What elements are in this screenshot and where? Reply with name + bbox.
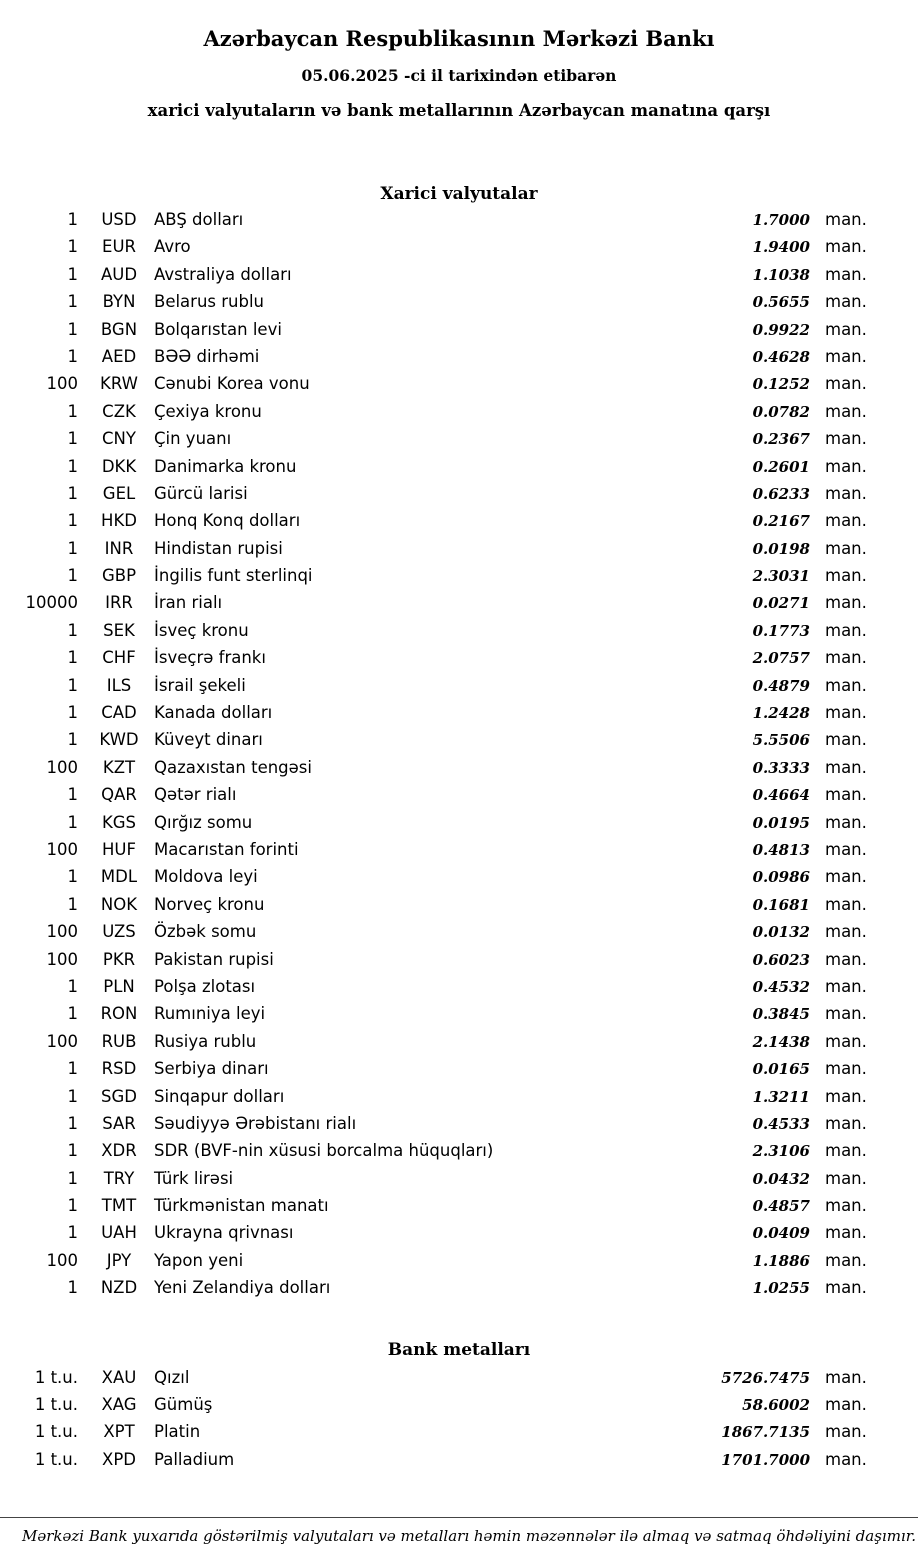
- quantity-cell: 1: [67, 566, 78, 586]
- quantity-cell: 1: [67, 292, 78, 312]
- currency-name-cell: Cənubi Korea vonu: [154, 374, 310, 394]
- currency-name-cell: Çin yuanı: [154, 429, 232, 449]
- currency-code-cell: CNY: [102, 429, 136, 449]
- disclaimer-footer: [0, 1517, 918, 1559]
- currency-code-cell: XDR: [101, 1141, 137, 1161]
- currencies-section-title: Xarici valyutalar: [380, 184, 538, 204]
- rate-value-cell: 0.4532: [752, 977, 810, 996]
- rate-value-cell: 0.3333: [752, 758, 810, 777]
- rate-value-cell: 0.2167: [752, 512, 810, 531]
- quantity-cell: 1: [67, 456, 78, 476]
- table-row: [20, 977, 872, 1004]
- table-row: [20, 566, 872, 593]
- table-row: [20, 867, 872, 894]
- unit-suffix-cell: man.: [825, 1395, 867, 1415]
- unit-suffix-cell: man.: [825, 949, 867, 969]
- currency-name-cell: Danimarka kronu: [154, 456, 297, 476]
- quantity-cell: 100: [46, 839, 78, 859]
- rate-value-cell: 5.5506: [752, 731, 810, 750]
- currency-code-cell: XAG: [101, 1395, 137, 1415]
- currency-name-cell: Avstraliya dolları: [154, 264, 292, 284]
- quantity-cell: 1 t.u.: [34, 1449, 78, 1469]
- currency-code-cell: USD: [101, 210, 137, 229]
- currency-code-cell: HUF: [102, 839, 136, 859]
- unit-suffix-cell: man.: [825, 894, 867, 914]
- rate-value-cell: 0.0198: [752, 539, 810, 558]
- quantity-cell: 1: [67, 401, 78, 421]
- quantity-cell: 100: [46, 374, 78, 394]
- currency-name-cell: Yapon yeni: [154, 1250, 244, 1270]
- quantity-cell: 1: [67, 264, 78, 284]
- quantity-cell: 1: [67, 1196, 78, 1216]
- quantity-cell: 1 t.u.: [34, 1367, 78, 1387]
- rate-value-cell: 0.4628: [752, 347, 810, 366]
- currency-name-cell: Yeni Zelandiya dolları: [154, 1278, 331, 1298]
- currency-rows: [0, 210, 918, 1306]
- currency-name-cell: Platin: [154, 1422, 201, 1442]
- quantity-cell: 1: [67, 1004, 78, 1024]
- unit-suffix-cell: man.: [825, 1278, 867, 1298]
- currency-code-cell: RSD: [101, 1059, 137, 1079]
- unit-suffix-cell: man.: [825, 264, 867, 284]
- unit-suffix-cell: man.: [825, 757, 867, 777]
- unit-suffix-cell: man.: [825, 976, 867, 996]
- unit-suffix-cell: man.: [825, 785, 867, 805]
- table-row: [20, 1196, 872, 1223]
- currency-code-cell: SAR: [102, 1113, 136, 1133]
- quantity-cell: 1: [67, 703, 78, 723]
- currency-code-cell: HKD: [101, 511, 137, 531]
- quantity-cell: 1: [67, 210, 78, 229]
- quantity-cell: 1: [67, 429, 78, 449]
- quantity-cell: 100: [46, 949, 78, 969]
- table-row: [20, 457, 872, 484]
- table-row: [20, 730, 872, 757]
- table-row: [20, 1422, 872, 1449]
- currency-name-cell: Macarıstan forinti: [154, 839, 299, 859]
- rate-value-cell: 1701.7000: [721, 1450, 810, 1469]
- rate-value-cell: 1.7000: [752, 211, 810, 229]
- currency-name-cell: Qətər rialı: [154, 785, 237, 805]
- rate-value-cell: 1.3211: [752, 1087, 810, 1106]
- rate-value-cell: 0.2367: [752, 430, 810, 449]
- unit-suffix-cell: man.: [825, 429, 867, 449]
- currency-code-cell: CAD: [101, 703, 137, 723]
- quantity-cell: 1: [67, 346, 78, 366]
- rate-value-cell: 2.3106: [752, 1142, 810, 1161]
- rate-value-cell: 0.1681: [752, 895, 810, 914]
- quantity-cell: 1: [67, 730, 78, 750]
- rate-value-cell: 0.4533: [752, 1114, 810, 1133]
- rate-value-cell: 1.1886: [752, 1251, 810, 1270]
- quantity-cell: 1: [67, 894, 78, 914]
- quantity-cell: 1: [67, 1223, 78, 1243]
- unit-suffix-cell: man.: [825, 1367, 867, 1387]
- unit-suffix-cell: man.: [825, 1168, 867, 1188]
- rate-value-cell: 0.2601: [752, 457, 810, 476]
- quantity-cell: 1 t.u.: [34, 1422, 78, 1442]
- table-row: [20, 621, 872, 648]
- currency-name-cell: SDR (BVF-nin xüsusi borcalma hüquqları): [154, 1141, 494, 1161]
- currency-code-cell: RUB: [101, 1031, 137, 1051]
- quantity-cell: 1: [67, 812, 78, 832]
- rate-value-cell: 2.0757: [752, 649, 810, 668]
- document-subtitle: xarici valyutaların və bank metallarının Azərbaycan manatına qarşı: [147, 101, 771, 120]
- table-row: [20, 402, 872, 429]
- currency-code-cell: XAU: [101, 1367, 137, 1387]
- unit-suffix-cell: man.: [825, 1196, 867, 1216]
- currency-name-cell: Bolqarıstan levi: [154, 319, 282, 339]
- unit-suffix-cell: man.: [825, 566, 867, 586]
- table-row: [20, 758, 872, 785]
- quantity-cell: 1: [67, 867, 78, 887]
- quantity-cell: 1: [67, 1113, 78, 1133]
- table-row: [20, 210, 872, 237]
- currency-code-cell: KGS: [101, 812, 137, 832]
- currency-name-cell: Moldova leyi: [154, 867, 258, 887]
- rate-value-cell: 0.1773: [752, 621, 810, 640]
- table-row: [20, 374, 872, 401]
- rate-value-cell: 0.0432: [752, 1169, 810, 1188]
- currency-name-cell: Belarus rublu: [154, 292, 265, 312]
- table-row: [20, 1251, 872, 1278]
- currency-name-cell: İsrail şekeli: [154, 675, 246, 695]
- currency-name-cell: Çexiya kronu: [154, 401, 262, 421]
- rate-value-cell: 0.6233: [752, 484, 810, 503]
- rate-value-cell: 0.0165: [752, 1060, 810, 1079]
- currency-code-cell: ILS: [106, 675, 132, 695]
- table-row: [20, 265, 872, 292]
- currency-name-cell: Özbək somu: [154, 922, 257, 942]
- currency-name-cell: Sinqapur dolları: [154, 1086, 285, 1106]
- currency-name-cell: İngilis funt sterlinqi: [154, 566, 313, 586]
- disclaimer-text: Mərkəzi Bank yuxarıda göstərilmiş valyutaları və metalları həmin məzənnələr ilə almaq və satmaq öhdəliyini daşımır.: [22, 1527, 917, 1545]
- unit-suffix-cell: man.: [825, 401, 867, 421]
- currency-name-cell: Ukrayna qrivnası: [154, 1223, 294, 1243]
- unit-suffix-cell: man.: [825, 648, 867, 668]
- table-row: [20, 1059, 872, 1086]
- unit-suffix-cell: man.: [825, 319, 867, 339]
- quantity-cell: 1: [67, 1086, 78, 1106]
- currency-name-cell: Honq Konq dolları: [154, 511, 301, 531]
- currency-code-cell: MDL: [100, 867, 138, 887]
- quantity-cell: 1 t.u.: [34, 1395, 78, 1415]
- currency-name-cell: Hindistan rupisi: [154, 538, 283, 558]
- unit-suffix-cell: man.: [825, 703, 867, 723]
- unit-suffix-cell: man.: [825, 1422, 867, 1442]
- currency-code-cell: NOK: [100, 894, 138, 914]
- currency-name-cell: Səudiyyə Ərəbistanı rialı: [154, 1113, 357, 1133]
- unit-suffix-cell: man.: [825, 1113, 867, 1133]
- table-row: [20, 703, 872, 730]
- currency-code-cell: DKK: [101, 456, 137, 476]
- currency-code-cell: SEK: [103, 620, 135, 640]
- quantity-cell: 1: [67, 785, 78, 805]
- effective-date-line: 05.06.2025 -ci il tarixindən etibarən: [301, 66, 617, 85]
- rate-value-cell: 2.1438: [752, 1032, 810, 1051]
- currency-name-cell: Qızıl: [154, 1367, 190, 1387]
- rate-value-cell: 2.3031: [752, 567, 810, 586]
- rate-value-cell: 0.9922: [752, 320, 810, 339]
- currency-code-cell: GEL: [102, 483, 136, 503]
- unit-suffix-cell: man.: [825, 483, 867, 503]
- table-row: [20, 1087, 872, 1114]
- table-row: [20, 895, 872, 922]
- rate-value-cell: 0.4879: [752, 676, 810, 695]
- quantity-cell: 100: [46, 1250, 78, 1270]
- unit-suffix-cell: man.: [825, 374, 867, 394]
- table-row: [20, 429, 872, 456]
- quantity-cell: 1: [67, 237, 78, 257]
- rate-value-cell: 0.4813: [752, 840, 810, 859]
- unit-suffix-cell: man.: [825, 867, 867, 887]
- currency-name-cell: Küveyt dinarı: [154, 730, 263, 750]
- currency-code-cell: UZS: [102, 922, 136, 942]
- currency-code-cell: KWD: [99, 730, 139, 750]
- rate-value-cell: 0.0782: [752, 402, 810, 421]
- table-row: [20, 648, 872, 675]
- currency-code-cell: SGD: [101, 1086, 137, 1106]
- currency-code-cell: NZD: [100, 1278, 138, 1298]
- rate-value-cell: 0.0986: [752, 868, 810, 887]
- quantity-cell: 1: [67, 511, 78, 531]
- currency-name-cell: Gürcü larisi: [154, 483, 248, 503]
- rate-value-cell: 0.1252: [752, 375, 810, 394]
- currency-name-cell: Serbiya dinarı: [154, 1059, 269, 1079]
- currency-code-cell: KRW: [100, 374, 138, 394]
- unit-suffix-cell: man.: [825, 922, 867, 942]
- table-row: [20, 1223, 872, 1250]
- quantity-cell: 1: [67, 648, 78, 668]
- table-row: [20, 1141, 872, 1168]
- currency-name-cell: Qazaxıstan tengəsi: [154, 757, 312, 777]
- unit-suffix-cell: man.: [825, 1004, 867, 1024]
- currency-code-cell: XPD: [102, 1449, 136, 1469]
- rate-value-cell: 0.5655: [752, 293, 810, 312]
- unit-suffix-cell: man.: [825, 675, 867, 695]
- table-row: [20, 676, 872, 703]
- currency-name-cell: İran rialı: [154, 593, 223, 613]
- unit-suffix-cell: man.: [825, 1141, 867, 1161]
- currency-code-cell: INR: [104, 538, 134, 558]
- table-row: [20, 511, 872, 538]
- quantity-cell: 100: [46, 922, 78, 942]
- unit-suffix-cell: man.: [825, 292, 867, 312]
- currency-code-cell: BYN: [102, 292, 136, 312]
- currency-code-cell: AUD: [100, 264, 138, 284]
- quantity-cell: 10000: [25, 593, 78, 613]
- quantity-cell: 1: [67, 1168, 78, 1188]
- table-row: [20, 347, 872, 374]
- quantity-cell: 1: [67, 976, 78, 996]
- currency-code-cell: TRY: [103, 1168, 135, 1188]
- document-header: [0, 0, 918, 120]
- currency-code-cell: JPY: [106, 1250, 132, 1270]
- table-row: [20, 1004, 872, 1031]
- table-row: [20, 840, 872, 867]
- table-row: [20, 950, 872, 977]
- table-row: [20, 1395, 872, 1422]
- currency-name-cell: ABŞ dolları: [154, 210, 244, 229]
- unit-suffix-cell: man.: [825, 839, 867, 859]
- currency-name-cell: Kanada dolları: [154, 703, 273, 723]
- unit-suffix-cell: man.: [825, 730, 867, 750]
- currency-name-cell: Türk lirəsi: [154, 1168, 234, 1188]
- table-row: [20, 320, 872, 347]
- currency-name-cell: Türkmənistan manatı: [154, 1196, 329, 1216]
- currency-name-cell: Pakistan rupisi: [154, 949, 274, 969]
- flex-spacer: [0, 1477, 918, 1517]
- currency-name-cell: Polşa zlotası: [154, 976, 256, 996]
- quantity-cell: 1: [67, 319, 78, 339]
- rate-value-cell: 1.9400: [752, 238, 810, 257]
- quantity-cell: 1: [67, 1278, 78, 1298]
- currency-code-cell: BGN: [100, 319, 138, 339]
- unit-suffix-cell: man.: [825, 1031, 867, 1051]
- rate-value-cell: 0.6023: [752, 950, 810, 969]
- unit-suffix-cell: man.: [825, 1059, 867, 1079]
- currency-code-cell: CHF: [102, 648, 136, 668]
- currency-name-cell: BƏƏ dirhəmi: [154, 346, 260, 366]
- quantity-cell: 100: [46, 1031, 78, 1051]
- currency-name-cell: Qırğız somu: [154, 812, 253, 832]
- unit-suffix-cell: man.: [825, 593, 867, 613]
- unit-suffix-cell: man.: [825, 1449, 867, 1469]
- quantity-cell: 100: [46, 757, 78, 777]
- rate-value-cell: 5726.7475: [721, 1368, 810, 1387]
- currency-code-cell: CZK: [102, 401, 136, 421]
- unit-suffix-cell: man.: [825, 1223, 867, 1243]
- unit-suffix-cell: man.: [825, 456, 867, 476]
- table-row: [20, 813, 872, 840]
- currency-name-cell: İsveç kronu: [154, 620, 249, 640]
- page-title: Azərbaycan Respublikasının Mərkəzi Bankı: [203, 26, 715, 51]
- rate-value-cell: 1867.7135: [721, 1423, 810, 1442]
- unit-suffix-cell: man.: [825, 511, 867, 531]
- unit-suffix-cell: man.: [825, 237, 867, 257]
- table-row: [20, 292, 872, 319]
- rate-value-cell: 0.0195: [752, 813, 810, 832]
- currency-code-cell: PLN: [103, 976, 135, 996]
- rate-value-cell: 0.0409: [752, 1224, 810, 1243]
- table-row: [20, 1368, 872, 1395]
- quantity-cell: 1: [67, 483, 78, 503]
- unit-suffix-cell: man.: [825, 346, 867, 366]
- table-row: [20, 593, 872, 620]
- rate-value-cell: 1.2428: [752, 704, 810, 723]
- unit-suffix-cell: man.: [825, 1250, 867, 1270]
- currency-code-cell: TMT: [101, 1196, 137, 1216]
- table-row: [20, 1278, 872, 1305]
- currency-code-cell: EUR: [102, 237, 136, 257]
- table-row: [20, 1450, 872, 1477]
- table-row: [20, 539, 872, 566]
- quantity-cell: 1: [67, 1141, 78, 1161]
- table-row: [20, 922, 872, 949]
- table-row: [20, 484, 872, 511]
- currency-name-cell: Norveç kronu: [154, 894, 265, 914]
- quantity-cell: 1: [67, 1059, 78, 1079]
- currency-name-cell: Gümüş: [154, 1395, 213, 1415]
- currency-name-cell: Palladium: [154, 1449, 235, 1469]
- quantity-cell: 1: [67, 675, 78, 695]
- unit-suffix-cell: man.: [825, 812, 867, 832]
- metal-rows: [0, 1368, 918, 1478]
- currency-code-cell: UAH: [101, 1223, 137, 1243]
- currency-code-cell: PKR: [102, 949, 136, 969]
- currency-code-cell: RON: [100, 1004, 138, 1024]
- quantity-cell: 1: [67, 538, 78, 558]
- currency-name-cell: Avro: [154, 237, 191, 257]
- table-row: [20, 1032, 872, 1059]
- metals-section-title: Bank metalları: [387, 1339, 531, 1360]
- rate-value-cell: 0.4857: [752, 1197, 810, 1216]
- table-row: [20, 1114, 872, 1141]
- unit-suffix-cell: man.: [825, 538, 867, 558]
- rate-value-cell: 0.0132: [752, 923, 810, 942]
- unit-suffix-cell: man.: [825, 210, 867, 229]
- currency-name-cell: İsveçrə frankı: [154, 648, 266, 668]
- quantity-cell: 1: [67, 620, 78, 640]
- table-row: [20, 237, 872, 264]
- currency-code-cell: IRR: [105, 593, 133, 613]
- unit-suffix-cell: man.: [825, 620, 867, 640]
- currency-code-cell: GBP: [101, 566, 137, 586]
- rate-value-cell: 0.4664: [752, 786, 810, 805]
- currency-code-cell: QAR: [101, 785, 137, 805]
- currency-code-cell: AED: [101, 346, 137, 366]
- table-row: [20, 1169, 872, 1196]
- rate-value-cell: 58.6002: [742, 1396, 810, 1415]
- rate-value-cell: 1.1038: [752, 265, 810, 284]
- currency-code-cell: KZT: [102, 757, 136, 777]
- currency-code-cell: XPT: [103, 1422, 135, 1442]
- rate-value-cell: 1.0255: [752, 1279, 810, 1298]
- rate-value-cell: 0.3845: [752, 1005, 810, 1024]
- unit-suffix-cell: man.: [825, 1086, 867, 1106]
- currency-name-cell: Rumıniya leyi: [154, 1004, 266, 1024]
- rate-value-cell: 0.0271: [752, 594, 810, 613]
- table-row: [20, 785, 872, 812]
- currency-name-cell: Rusiya rublu: [154, 1031, 257, 1051]
